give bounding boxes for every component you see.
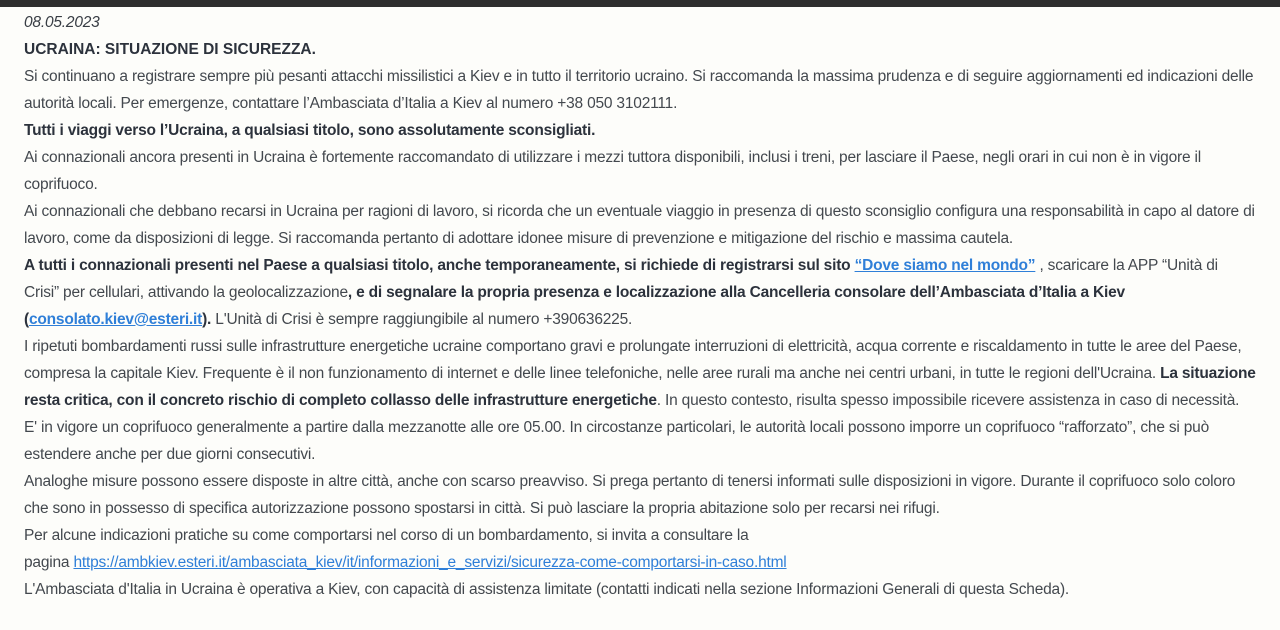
paragraph-other-cities-measures: Analoghe misure possono essere disposte in altre città, anche con scarso preavviso. Si prega pertanto di tenersi informati sulle disposizioni in vigore. Durante il coprifuoco solo coloro che sono in possesso di specifica autorizzazione possono spostarsi in città. Si può lasciare la propria abitazione solo per recarsi nei rifugi. — [24, 473, 1236, 517]
infrastructure-text-1: I ripetuti bombardamenti russi sulle infrastrutture energetiche ucraine comportano gravi e prolungate interruzioni di elettricità, acqua corrente e riscaldamento in tutte le aree del Paese, compresa la capitale Kiev. Frequente è il non funzionamento di internet e delle linee telefoniche, nelle aree rurali ma anche nei centri urbani, in tutte le regioni dell'Ucraina. — [24, 338, 1242, 382]
registration-bold-close: ). — [202, 311, 212, 328]
paragraph-bombing-guidance — [24, 522, 1256, 576]
paragraph-work-travel-liability: Ai connazionali che debbano recarsi in Ucraina per ragioni di lavoro, si ricorda che un eventuale viaggio in presenza di questo sconsiglio configura una responsabilità in capo al datore di lavoro, come da disposizioni di legge. Si raccomanda pertanto di adottare idonee misure di prevenzione e mitigazione del rischio e massima cautela. — [24, 203, 1255, 247]
advisory-title: UCRAINA: SITUAZIONE DI SICUREZZA. — [24, 41, 316, 58]
infrastructure-critical-bold: La situazione resta critica, con il concreto rischio di completo collasso delle infrastrutture energetiche — [24, 365, 1256, 409]
paragraph-travel-ban: Tutti i viaggi verso l’Ucraina, a qualsiasi titolo, sono assolutamente sconsigliati. — [24, 122, 596, 139]
paragraph-leave-recommendation: Ai connazionali ancora presenti in Ucraina è fortemente raccomandato di utilizzare i mezzi tuttora disponibili, inclusi i treni, per lasciare il Paese, negli orari in cui non è in vigore il coprifuoco. — [24, 149, 1201, 193]
paragraph-missile-attacks: Si continuano a registrare sempre più pesanti attacchi missilistici a Kiev e in tutto il territorio ucraino. Si raccomanda la massima prudenza e di seguire aggiornamenti ed indicazioni delle autorità locali. Per emergenze, contattare l’Ambasciata d’Italia a Kiev al numero +38 050 3102111. — [24, 68, 1254, 112]
link-consolato-email[interactable]: consolato.kiev@esteri.it — [28, 311, 203, 328]
bombing-guidance-pagina: pagina — [24, 554, 74, 571]
paragraph-registration — [24, 252, 1256, 333]
security-advisory-document — [0, 7, 1280, 603]
paragraph-curfew: E' in vigore un coprifuoco generalmente a partire dalla mezzanotte alle ore 05.00. In circostanze particolari, le autorità locali possono imporre un coprifuoco “rafforzato”, che si può estendere anche per due giorni consecutivi. — [24, 419, 1210, 463]
link-dove-siamo-nel-mondo[interactable]: “Dove siamo nel mondo” — [854, 257, 1036, 274]
link-ambkiev-security-page[interactable]: https://ambkiev.esteri.it/ambasciata_kiev/it/informazioni_e_servizi/sicurezza-come-comportarsi-in-caso.html — [73, 554, 787, 571]
registration-bold-intro: A tutti i connazionali presenti nel Paese a qualsiasi titolo, anche temporaneamente, si richiede di registrarsi sul sito — [24, 257, 855, 274]
advisory-date: 08.05.2023 — [24, 14, 100, 31]
paragraph-infrastructure-damage — [24, 333, 1256, 414]
bombing-guidance-intro: Per alcune indicazioni pratiche su come comportarsi nel corso di un bombardamento, si invita a consultare la — [24, 527, 749, 544]
paragraph-embassy-operational: L'Ambasciata d'Italia in Ucraina è operativa a Kiev, con capacità di assistenza limitate (contatti indicati nella sezione Informazioni Generali di questa Scheda). — [24, 581, 1070, 598]
top-bar — [0, 0, 1280, 7]
registration-app-text: , scaricare la APP “Unità di Crisi” per cellulari, attivando la geolocalizzazione — [24, 257, 1218, 301]
infrastructure-text-2: . In questo contesto, risulta spesso impossibile ricevere assistenza in caso di necessità. — [656, 392, 1240, 409]
registration-bold-signal: , e di segnalare la propria presenza e localizzazione alla Cancelleria consolare dell’Ambasciata d’Italia a Kiev ( — [24, 284, 1125, 328]
registration-unita-di-crisi-text: L'Unità di Crisi è sempre raggiungibile al numero +390636225. — [211, 311, 633, 328]
